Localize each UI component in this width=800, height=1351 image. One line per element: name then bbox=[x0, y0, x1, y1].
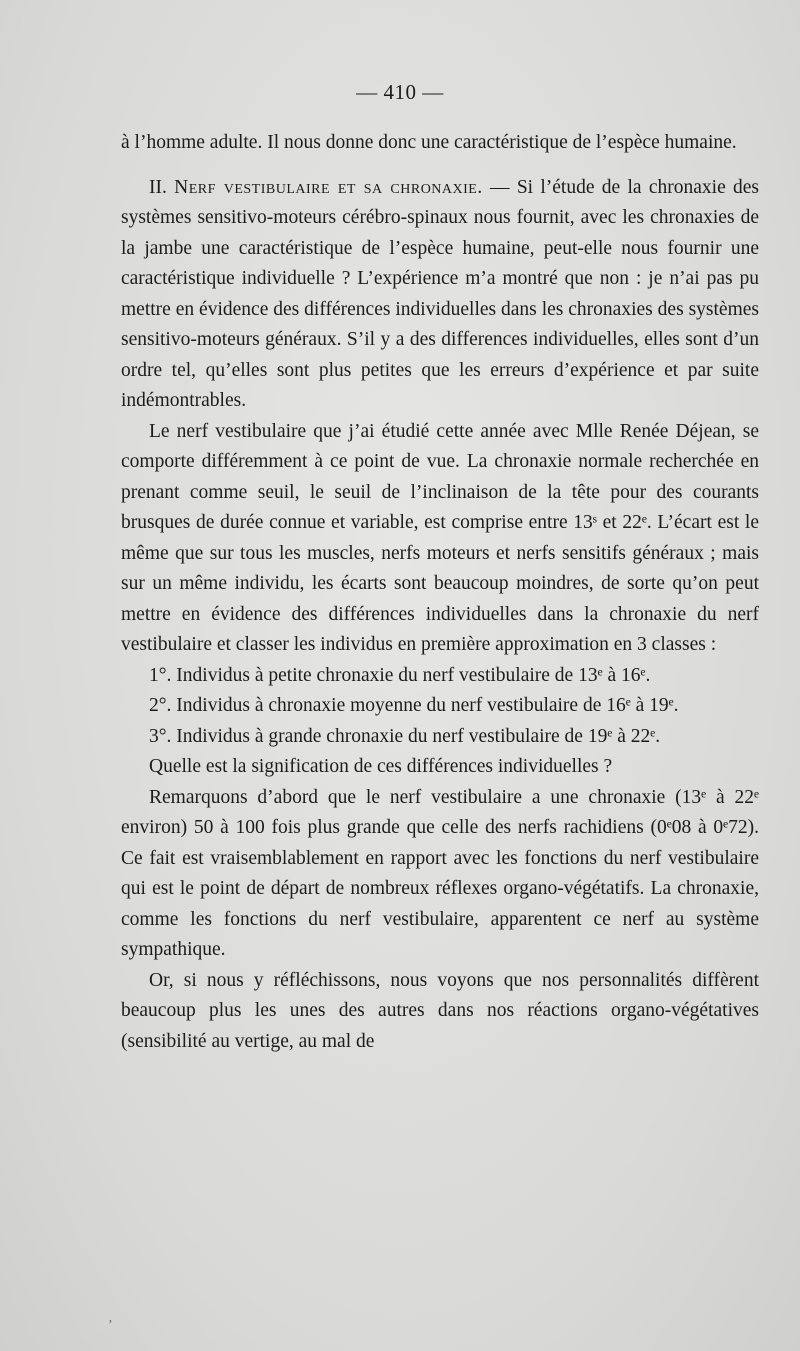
paragraph: Remarquons d’abord que le nerf vestibulaire a une chronaxie (13ᵉ à 22ᵉ environ) 50 à 100 fois plus grande que celle des nerfs rachidiens (0ᵉ08 à 0ᵉ72). Ce fait est vraisemblablement en rapport avec les fonctions du nerf vestibulaire qui est le point de départ de nombreux réflexes organo-végétatifs. La chronaxie, comme les fonctions du nerf vestibulaire, apparentent ce nerf au système sympathique. bbox=[121, 786, 759, 960]
section-paragraph bbox=[121, 173, 759, 417]
paragraph-continuation: à l’homme adulte. Il nous donne donc une caractéristique de l’espèce humaine. bbox=[121, 132, 737, 153]
body-text bbox=[121, 128, 759, 1057]
scan-speck: ʼ bbox=[108, 1318, 113, 1333]
paragraph: Or, si nous y réfléchissons, nous voyons que nos personnalités diffèrent beaucoup plus les unes des autres dans nos réactions organo-végétatives (sensibilité au vertige, au mal de bbox=[121, 969, 759, 1052]
list-item: 3°. Individus à grande chronaxie du nerf vestibulaire de 19ᵉ à 22ᵉ. bbox=[149, 725, 661, 747]
section-heading: Nerf vestibulaire et sa chronaxie. bbox=[174, 176, 483, 198]
section-body: — Si l’étude de la chronaxie des systèmes sensitivo-moteurs cérébro-spinaux nous fournit, avec les chronaxies de la jambe une caractéristique de l’espèce humaine, peut-elle nous fournir une caractéristique individuelle ? L’expérience m’a montré que non : je n’ai pas pu mettre en évidence des différences individuelles dans les chronaxies des systèmes sensitivo-moteurs généraux. S’il y a des differences individuelles, elles sont d’un ordre tel, qu’elles sont plus petites que les erreurs d’expérience et par suite indémontrables. bbox=[121, 176, 760, 411]
list-item: 1°. Individus à petite chronaxie du nerf vestibulaire de 13ᵉ à 16ᵉ. bbox=[149, 664, 651, 686]
section-number: II. bbox=[149, 176, 167, 198]
paragraph: Quelle est la signification de ces différences individuelles ? bbox=[149, 756, 613, 777]
list-item: 2°. Individus à chronaxie moyenne du nerf vestibulaire de 16ᵉ à 19ᵉ. bbox=[149, 695, 679, 716]
page-number: — 410 — bbox=[356, 80, 444, 104]
paragraph: Le nerf vestibulaire que j’ai étudié cette année avec Mlle Renée Déjean, se comporte différemment à ce point de vue. La chronaxie normale recherchée en prenant comme seuil, le seuil de l’inclinaison de la tête pour des courants brusques de durée connue et variable, est comprise entre 13ˢ et 22ᵉ. L’écart est le même que sur tous les muscles, nerfs moteurs et nerfs sensitifs généraux ; mais sur un même individu, les écarts sont beaucoup moindres, de sorte qu’on peut mettre en évidence des différences individuelles dans la chronaxie du nerf vestibulaire et classer les individus en première approximation en 3 classes : bbox=[121, 420, 759, 655]
